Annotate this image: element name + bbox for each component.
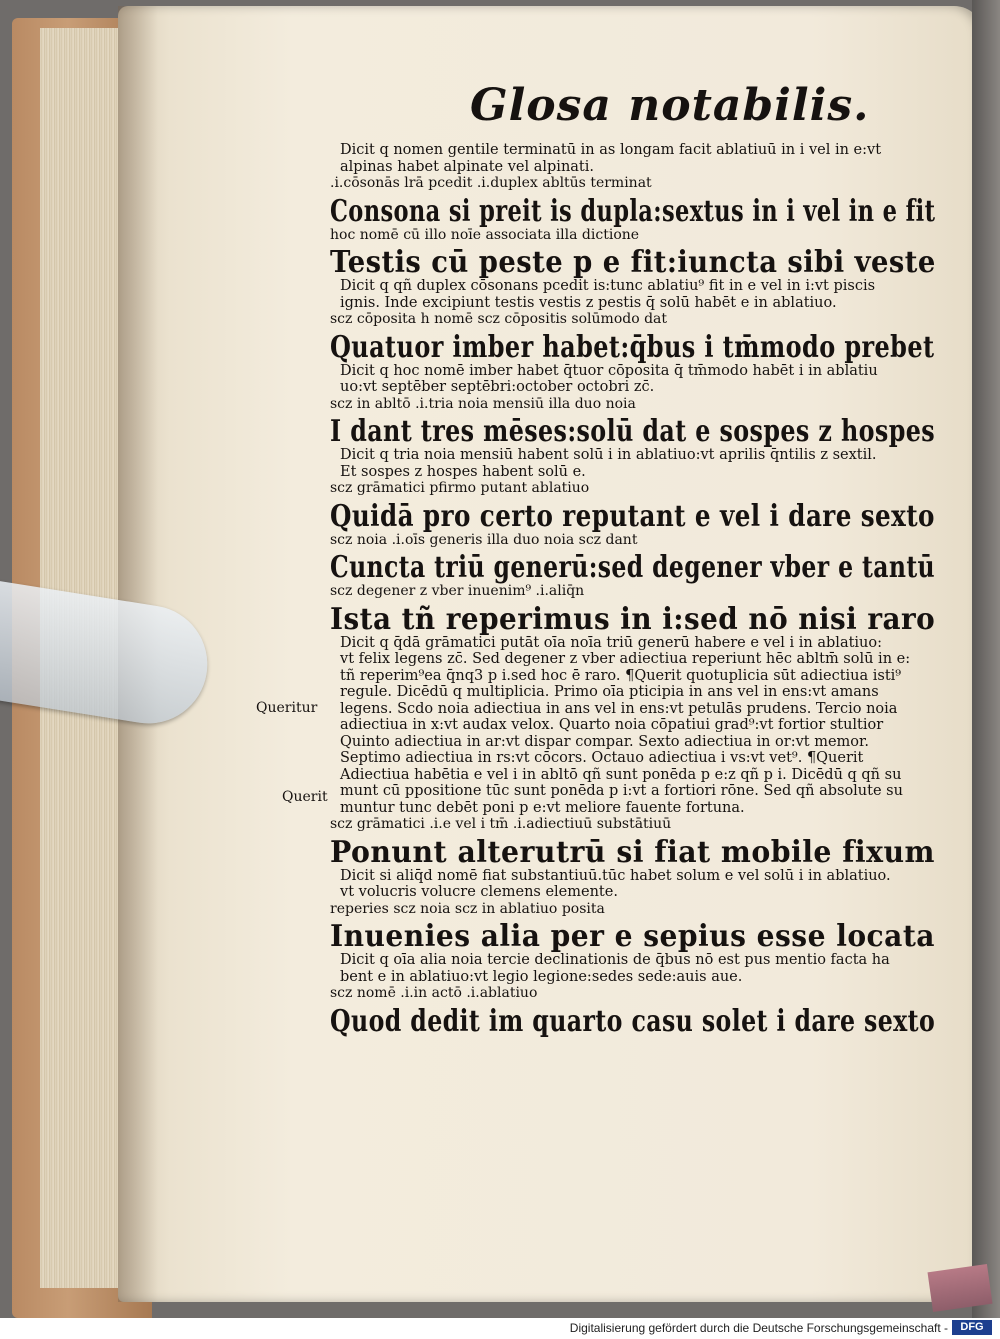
verse-line: Quidā pro certo reputant e vel i dare sexto xyxy=(330,498,935,534)
commentary-line: regule. Dicēdū q multiplicia. Primo oīa pticipia in ans vel in ens:vt amans xyxy=(340,684,879,700)
interlinear-gloss: scz grāmatici .i.e vel i tm̄ .i.adiectiuū substātiuū xyxy=(330,816,672,832)
commentary-line: muntur tunc debēt poni p e:vt meliore fauente fortuna. xyxy=(340,799,745,816)
margin-note-queritur: Queritur xyxy=(256,700,318,716)
verse-line: Cuncta triū generū:sed degener vber e tantū xyxy=(330,550,936,585)
commentary-line: Dicit q qñ duplex cōsonans pcedit is:tunc ablatiu⁹ fit in e vel in i:vt piscis xyxy=(340,278,876,294)
verse-line: Inuenies alia per e sepius esse locata xyxy=(330,919,935,954)
commentary-line: Quinto adiectiua in ar:vt dispar compar. Sexto adiectiua in or:vt memor. xyxy=(340,733,869,750)
commentary-line: tñ reperim⁹ea q̄nq3 p i.sed hoc ē raro. ¶Querit quotuplicia sūt adiectiua isti⁹ xyxy=(340,667,902,684)
commentary-line: uo:vt septēber septēbri:october octobri zc̄. xyxy=(340,379,655,395)
interlinear-gloss: scz degener z vber inuenim⁹ .i.aliq̄n xyxy=(330,583,585,599)
commentary-line: legens. Scdo noia adiectiua in ans vel in ens:vt petulās prudens. Tercio noia xyxy=(340,700,898,717)
interlinear-gloss: hoc nomē cū illo noīe associata illa dictione xyxy=(330,226,640,243)
verse-line: Consona si preit is dupla:sextus in i vel in e fit xyxy=(330,193,936,229)
footer-bar xyxy=(0,1318,1000,1339)
commentary-line: Dicit q tria noia mensiū habent solū i in ablatiuo:vt aprilis q̄ntilis z sextil. xyxy=(340,447,877,463)
right-background xyxy=(972,0,1000,1318)
commentary-line: vt felix legens zc̄. Sed degener z vber adiectiua reperiunt hēc abltm̄ solū in e: xyxy=(340,651,911,667)
commentary-line: Et sospes z hospes habent solū e. xyxy=(340,463,586,480)
commentary-line: Septimo adiectiua in rs:vt cōcors. Octauo adiectiua i vs:vt vet⁹. ¶Querit xyxy=(340,750,864,766)
interlinear-gloss: scz in abltō .i.tria noia mensiū illa duo noia xyxy=(330,395,636,412)
interlinear-gloss: scz cōposita h nomē scz cōpositis solūmodo dat xyxy=(330,311,668,327)
interlinear-gloss: reperies scz noia scz in ablatiuo posita xyxy=(330,900,605,917)
footer-text: Digitalisierung gefördert durch die Deutsche Forschungsgemeinschaft - xyxy=(569,1321,948,1335)
bookmark-ribbon xyxy=(928,1264,993,1312)
interlinear-gloss: scz nomē .i.in actō .i.ablatiuo xyxy=(330,985,538,1001)
interlinear-gloss: .i.cōsonās lrā pcedit .i.duplex abltūs terminat xyxy=(330,175,652,191)
commentary-line: Dicit q nomen gentile terminatū in as longam facit ablatiuū in i vel in e:vt xyxy=(340,142,882,158)
commentary-line: ignis. Inde excipiunt testis vestis z pestis q̄ solū habēt e in ablatiuo. xyxy=(340,294,837,311)
commentary-line: Dicit si aliq̄d nomē fiat substantiuū.tūc habet solum e vel solū i in ablatiuo. xyxy=(340,867,891,884)
margin-note-querit: Querit xyxy=(282,789,328,805)
commentary-line: Dicit q hoc nomē imber habet q̄tuor cōposita q̄ tm̄modo habēt i in ablatiu xyxy=(340,362,878,379)
verse-line: Quod dedit im quarto casu solet i dare sexto xyxy=(330,1003,936,1039)
dfg-logo: DFG xyxy=(952,1320,992,1335)
verse-line: Testis cū peste p e fit:iuncta sibi veste xyxy=(330,245,936,280)
commentary-line: munt cū ppositione tūc sunt ponēda p i:vt a fortiori rōne. Sed qñ absolute su xyxy=(340,783,903,799)
verse-line: Quatuor imber habet:q̄bus i tm̄modo prebet xyxy=(330,329,935,365)
commentary-line: Dicit q q̄dā grāmatici putāt oīa noīa triū generū habere e vel i in ablatiuo: xyxy=(340,634,883,651)
page-title: Glosa notabilis. xyxy=(470,80,870,131)
commentary-line: bent e in ablatiuo:vt legio legione:sedes sede:auis aue. xyxy=(340,968,743,985)
commentary-line: adiectiua in x:vt audax velox. Quarto noia cōpatiui grad⁹:vt fortior stultior xyxy=(340,717,884,733)
verse-line: Ponunt alterutrū si fiat mobile fixum xyxy=(330,834,936,870)
commentary-line: Adiectiua habētia e vel i in abltō qñ sunt ponēda p e:z qñ p i. Dicēdū q qñ su xyxy=(340,766,902,783)
commentary-line: Dicit q oīa alia noia tercie declinationis de q̄bus nō est pus mentio facta ha xyxy=(340,952,890,968)
commentary-line: vt volucris volucre clemens elemente. xyxy=(340,884,618,900)
verse-line: Ista tñ reperimus in i:sed nō nisi raro xyxy=(330,601,936,637)
verse-line: I dant tres mēses:solū dat e sospes z hospes xyxy=(330,414,936,449)
interlinear-gloss: scz grāmatici pfirmo putant ablatiuo xyxy=(330,480,590,496)
commentary-line: alpinas habet alpinate vel alpinati. xyxy=(340,158,594,175)
interlinear-gloss: scz noia .i.oīs generis illa duo noia scz dant xyxy=(330,531,638,548)
